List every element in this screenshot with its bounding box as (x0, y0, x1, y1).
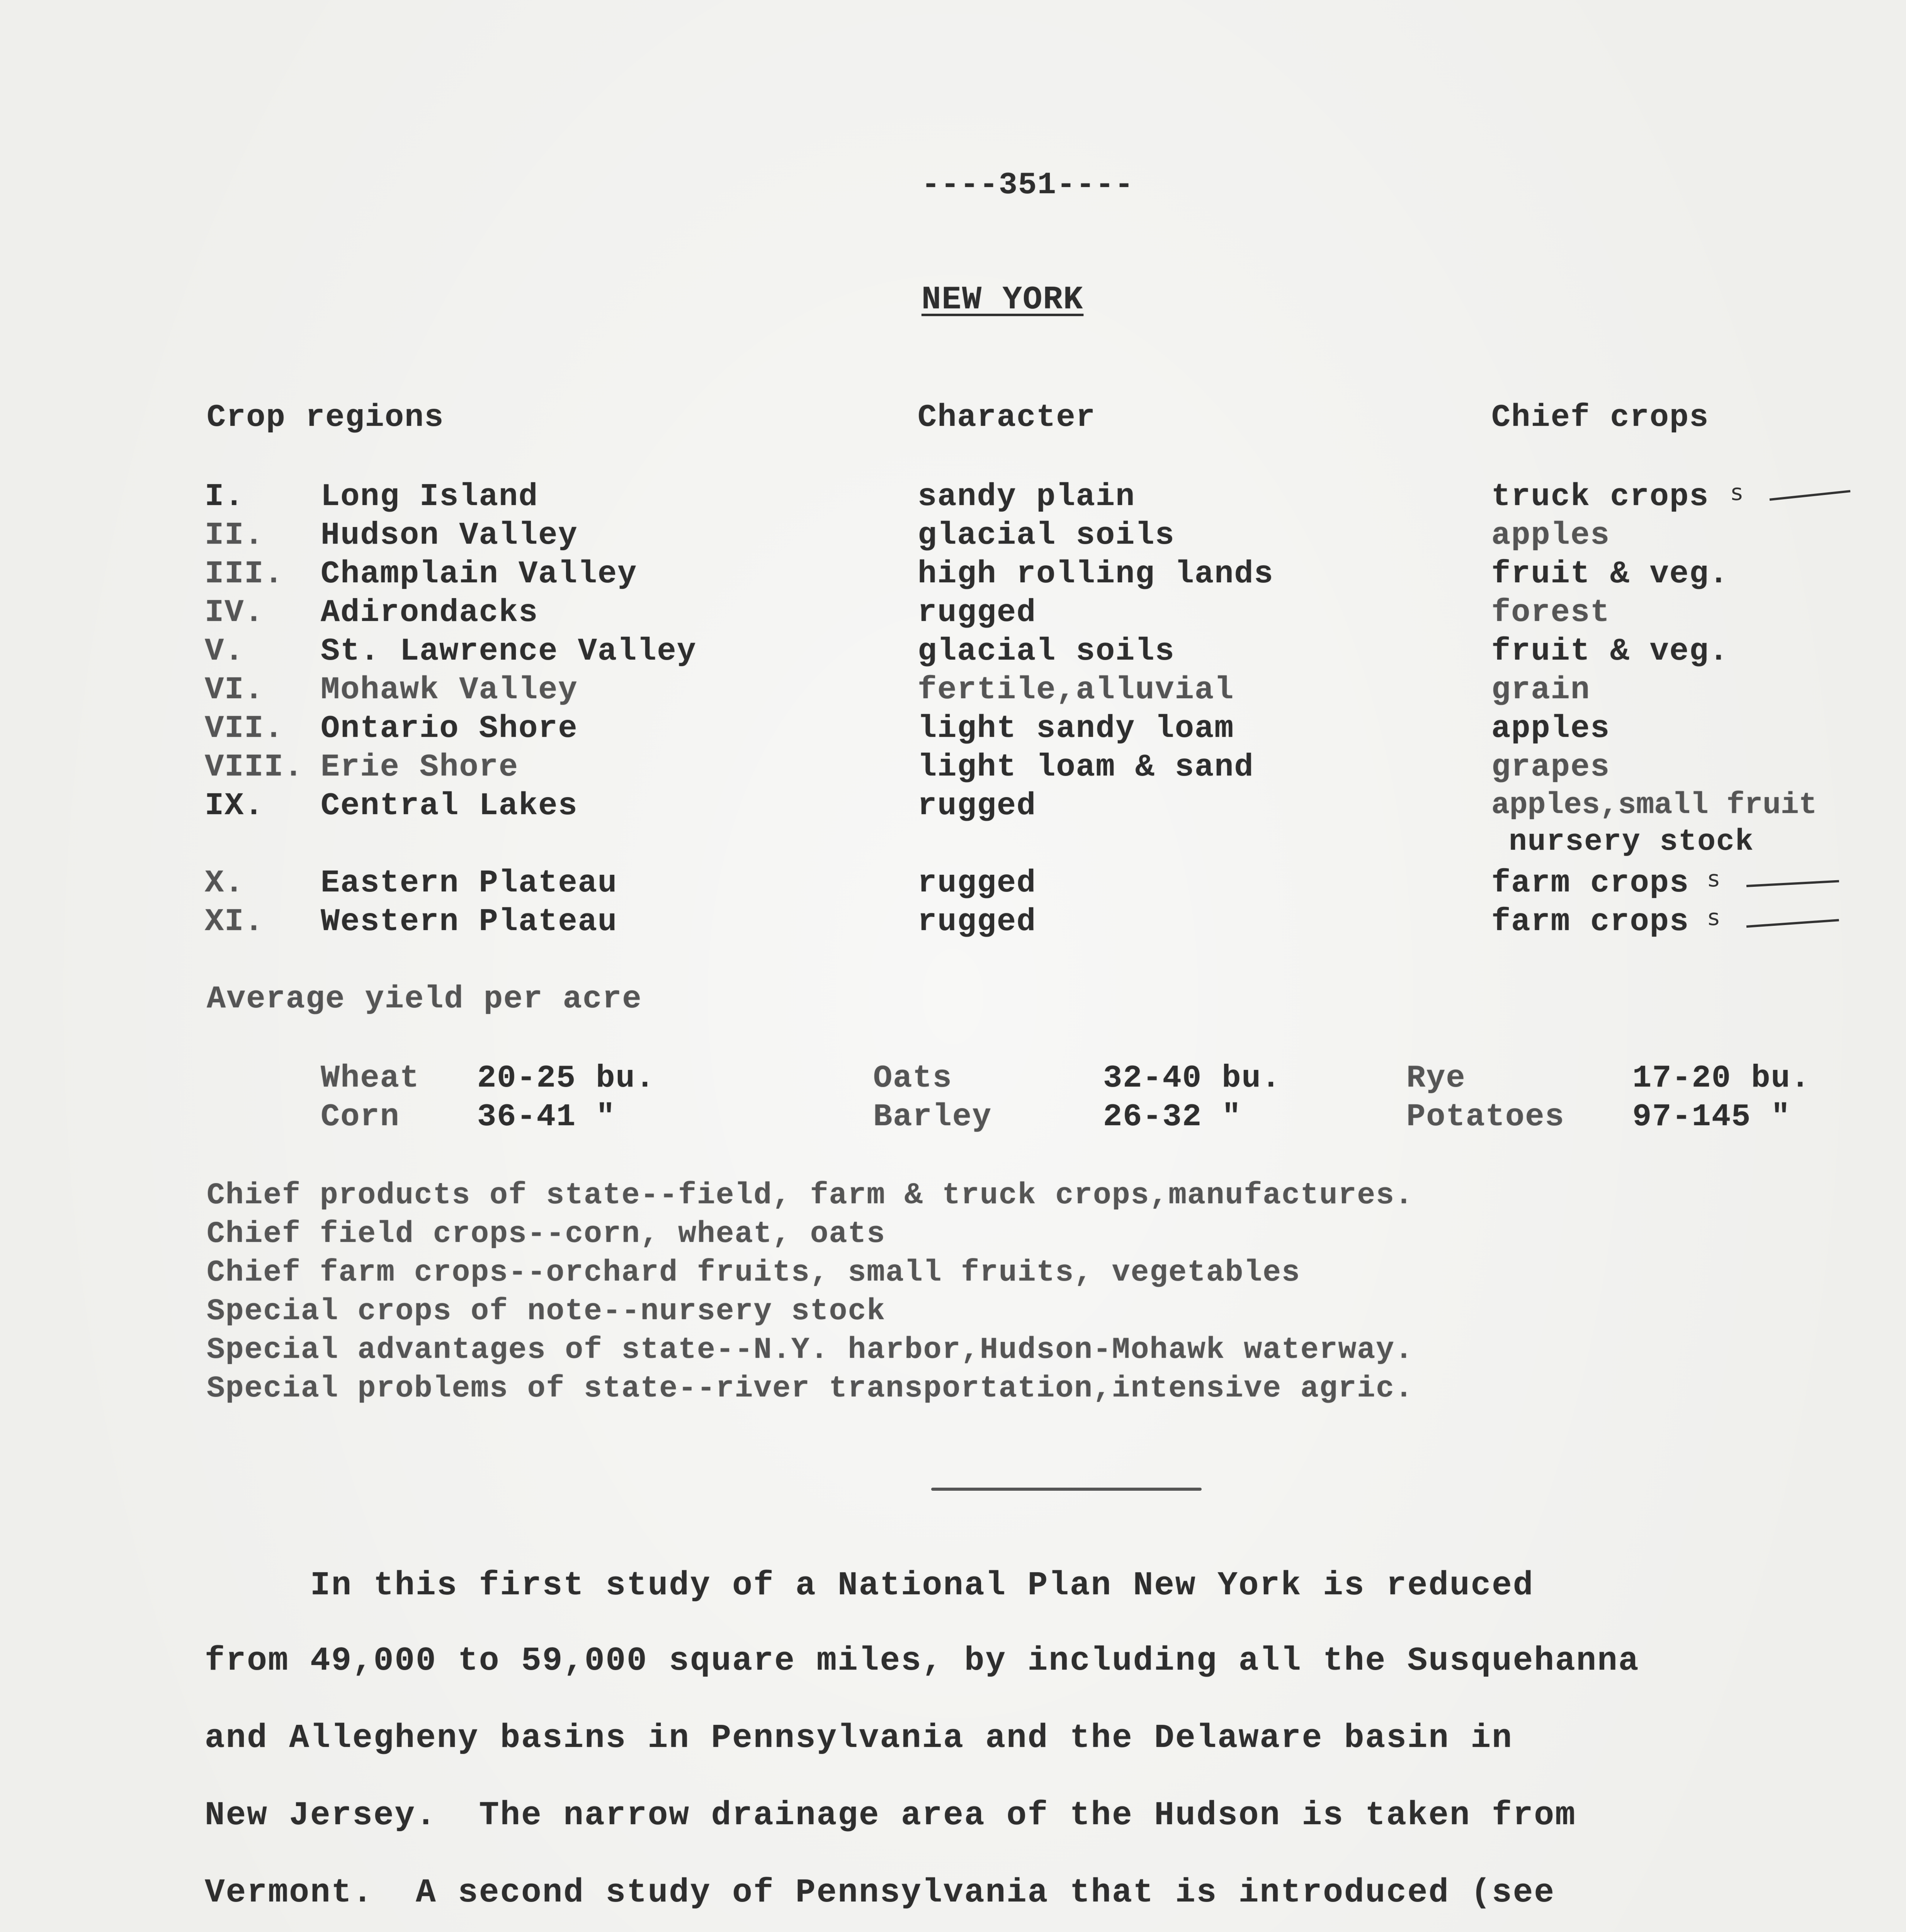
region-number: I. (205, 479, 245, 515)
yield-crop: Corn (321, 1099, 400, 1135)
region-crops: truck crops (1491, 479, 1709, 515)
paragraph-line: In this first study of a National Plan New York is reduced (205, 1566, 1534, 1604)
region-character: rugged (918, 904, 1037, 940)
fact-line: Chief farm crops--orchard fruits, small fruits, vegetables (207, 1256, 1301, 1290)
region-character: light loam & sand (918, 749, 1254, 785)
paragraph-line: New Jersey. The narrow drainage area of the Hudson is taken from (205, 1796, 1576, 1834)
region-name: Eastern Plateau (321, 865, 618, 901)
yield-value: 17-20 bu. (1632, 1060, 1811, 1096)
region-number: X. (205, 865, 245, 901)
handwritten-s-mark: s (1731, 479, 1743, 505)
yield-heading: Average yield per acre (207, 981, 642, 1017)
region-character: rugged (918, 595, 1037, 631)
region-crops: fruit & veg. (1491, 556, 1729, 592)
section-divider (931, 1488, 1202, 1491)
region-crops: farm crops (1491, 865, 1690, 901)
paragraph-line: and Allegheny basins in Pennsylvania and the Delaware basin in (205, 1719, 1513, 1757)
fact-line: Chief products of state--field, farm & truck crops,manufactures. (207, 1179, 1414, 1213)
fact-line: Special crops of note--nursery stock (207, 1294, 886, 1328)
region-character: high rolling lands (918, 556, 1274, 592)
region-number: VIII. (205, 749, 304, 785)
region-name: Champlain Valley (321, 556, 638, 592)
region-character: glacial soils (918, 633, 1175, 669)
region-name: St. Lawrence Valley (321, 633, 697, 669)
region-crops: apples,small fruit (1491, 788, 1817, 822)
region-character: sandy plain (918, 479, 1136, 515)
region-character: light sandy loam (918, 711, 1234, 747)
region-number: III. (205, 556, 284, 592)
yield-value: 97-145 " (1632, 1099, 1791, 1135)
yield-crop: Barley (873, 1099, 992, 1135)
region-number: IV. (205, 595, 264, 631)
region-crops: apples (1491, 517, 1610, 553)
region-character: fertile,alluvial (918, 672, 1234, 708)
region-name: Adirondacks (321, 595, 539, 631)
region-character: rugged (918, 788, 1037, 824)
region-name: Ontario Shore (321, 711, 578, 747)
region-crops-continued: nursery stock (1509, 825, 1754, 859)
region-crops: farm crops (1491, 904, 1690, 940)
region-character: rugged (918, 865, 1037, 901)
region-name: Erie Shore (321, 749, 519, 785)
handwritten-arrow (1746, 919, 1839, 928)
header-chief-crops: Chief crops (1491, 400, 1709, 435)
region-name: Central Lakes (321, 788, 578, 824)
header-crop-regions: Crop regions (207, 400, 444, 435)
yield-value: 26-32 " (1103, 1099, 1242, 1135)
yield-value: 32-40 bu. (1103, 1060, 1281, 1096)
yield-value: 36-41 " (477, 1099, 616, 1135)
region-crops: grapes (1491, 749, 1610, 785)
region-crops: fruit & veg. (1491, 633, 1729, 669)
yield-crop: Potatoes (1406, 1099, 1565, 1135)
page-number: ----351---- (922, 168, 1134, 203)
paragraph-line: Vermont. A second study of Pennsylvania that is introduced (see (205, 1874, 1555, 1912)
region-crops: grain (1491, 672, 1591, 708)
region-name: Western Plateau (321, 904, 618, 940)
yield-value: 20-25 bu. (477, 1060, 655, 1096)
region-number: IX. (205, 788, 264, 824)
paragraph-line: from 49,000 to 59,000 square miles, by including all the Susquehanna (205, 1642, 1640, 1680)
fact-line: Special advantages of state--N.Y. harbor,Hudson-Mohawk waterway. (207, 1333, 1414, 1367)
yield-crop: Oats (873, 1060, 952, 1096)
region-name: Long Island (321, 479, 539, 515)
handwritten-s-mark: s (1708, 904, 1720, 930)
page-title: NEW YORK (922, 282, 1084, 318)
region-number: XI. (205, 904, 264, 940)
header-character: Character (918, 400, 1096, 435)
fact-line: Chief field crops--corn, wheat, oats (207, 1217, 886, 1251)
region-number: VI. (205, 672, 264, 708)
fact-line: Special problems of state--river transportation,intensive agric. (207, 1372, 1414, 1406)
region-crops: forest (1491, 595, 1610, 631)
yield-crop: Wheat (321, 1060, 420, 1096)
region-name: Mohawk Valley (321, 672, 578, 708)
region-character: glacial soils (918, 517, 1175, 553)
handwritten-arrow (1770, 490, 1850, 501)
region-name: Hudson Valley (321, 517, 578, 553)
yield-crop: Rye (1406, 1060, 1466, 1096)
region-number: V. (205, 633, 245, 669)
region-number: VII. (205, 711, 284, 747)
handwritten-arrow (1746, 880, 1839, 887)
region-number: II. (205, 517, 264, 553)
handwritten-s-mark: s (1708, 866, 1720, 892)
region-crops: apples (1491, 711, 1610, 747)
